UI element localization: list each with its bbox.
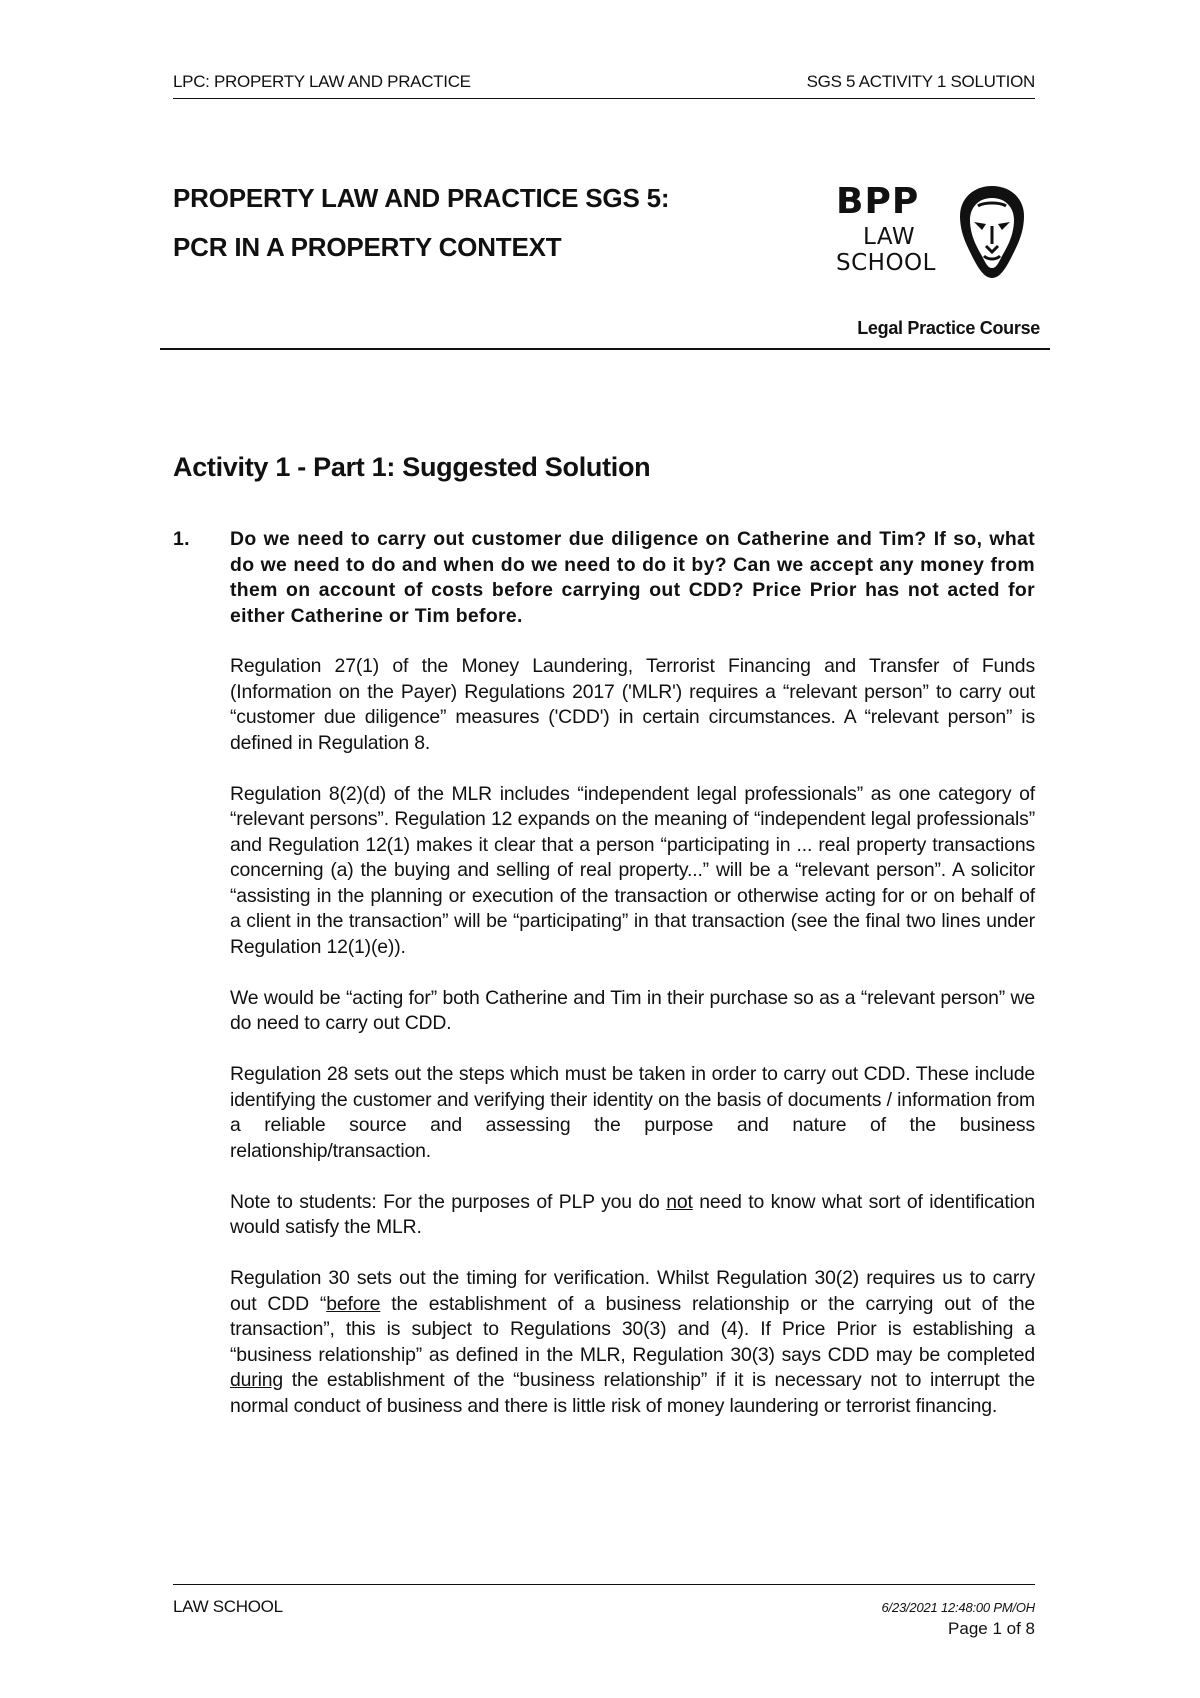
title-divider	[160, 348, 1050, 350]
footer-divider	[173, 1584, 1035, 1585]
question-1	[173, 527, 1035, 629]
paragraph-regulation-30	[230, 1266, 1035, 1419]
question-text: Do we need to carry out customer due diligence on Catherine and Tim? If so, what do we need to do and when do we need to do it by? Can we accept any money from them on account of costs before carrying out CDD? Price Prior has not acted for either Catherine or Tim before.	[230, 528, 1035, 627]
page-number: Page 1 of 8	[948, 1619, 1035, 1638]
logo-school-text: SCHOOL	[836, 250, 936, 276]
reg30-underlined-during: during	[230, 1369, 284, 1391]
section-heading: Activity 1 - Part 1: Suggested Solution	[173, 452, 651, 482]
logo-law-text: LAW	[863, 224, 916, 250]
paragraph-regulation-8-and-12: Regulation 8(2)(d) of the MLR includes “independent legal professionals” as one category of “relevant persons”. Regulation 12 expands on the meaning of “independent legal professionals” and Regulation 12(1) makes it clear that a person “participating in ... real property transactions concerning (a) the buying and selling of real property...” will be a “relevant person”. A solicitor “assisting in the planning or execution of the transaction or otherwise acting for or on behalf of a client in the transaction” will be “participating” in that transaction (see the final two lines under Regulation 12(1)(e)).	[230, 782, 1035, 958]
title-block	[173, 183, 669, 281]
paragraph-acting-for: We would be “acting for” both Catherine and Tim in their purchase so as a “relevant person” we do need to carry out CDD.	[230, 986, 1035, 1034]
note-text-end: need to know what sort of identification would satisfy the MLR.	[230, 1190, 1035, 1238]
lion-head-icon	[956, 182, 1028, 282]
logo-bpp-text: BPP	[836, 181, 920, 222]
reg30-underlined-before: before	[326, 1292, 381, 1315]
page-title-line-1: PROPERTY LAW AND PRACTICE SGS 5:	[173, 183, 670, 213]
paragraph-note-to-students	[230, 1190, 1035, 1241]
page-title-line-2: PCR IN A PROPERTY CONTEXT	[173, 232, 562, 262]
paragraph-regulation-28: Regulation 28 sets out the steps which must be taken in order to carry out CDD. These include identifying the customer and verifying their identity on the basis of documents / information from a reliable source and assessing the purpose and nature of the business relationship/transaction.	[230, 1063, 1035, 1162]
note-text-start: Note to students: For the purposes of PLP you do	[230, 1190, 667, 1213]
reg30-text-3: the establishment of the “business relationship” if it is necessary not to interrupt the normal conduct of business and there is little risk of money laundering or terrorist financing.	[230, 1369, 1035, 1417]
question-number: 1.	[173, 528, 190, 550]
running-header	[173, 72, 1035, 99]
header-course-title: LPC: PROPERTY LAW AND PRACTICE	[173, 72, 471, 91]
footer-school: LAW SCHOOL	[173, 1597, 283, 1616]
reg30-text-1: Regulation 30 sets out the timing for verification. Whilst Regulation 30(2) requires us to carry out CDD “	[230, 1267, 1035, 1315]
course-label: Legal Practice Course	[857, 318, 1040, 338]
footer-timestamp: 6/23/2021 12:48:00 PM/OH	[881, 1600, 1035, 1615]
bpp-law-school-logo	[836, 182, 1036, 282]
document-body	[173, 527, 1035, 1445]
note-underlined-word: not	[666, 1190, 693, 1213]
reg30-text-2: the establishment of a business relationship or the carrying out of the transaction”, this is subject to Regulations 30(3) and (4). If Price Prior is establishing a “business relationship” as defined in the MLR, Regulation 30(3) says CDD may be completed	[230, 1292, 1035, 1366]
header-document-id: SGS 5 ACTIVITY 1 SOLUTION	[806, 72, 1035, 91]
paragraph-mlr-regulation-27: Regulation 27(1) of the Money Laundering, Terrorist Financing and Transfer of Funds (Information on the Payer) Regulations 2017 ('MLR') requires a “relevant person” to carry out “customer due diligence” measures ('CDD') in certain circumstances. A “relevant person” is defined in Regulation 8.	[230, 655, 1035, 754]
